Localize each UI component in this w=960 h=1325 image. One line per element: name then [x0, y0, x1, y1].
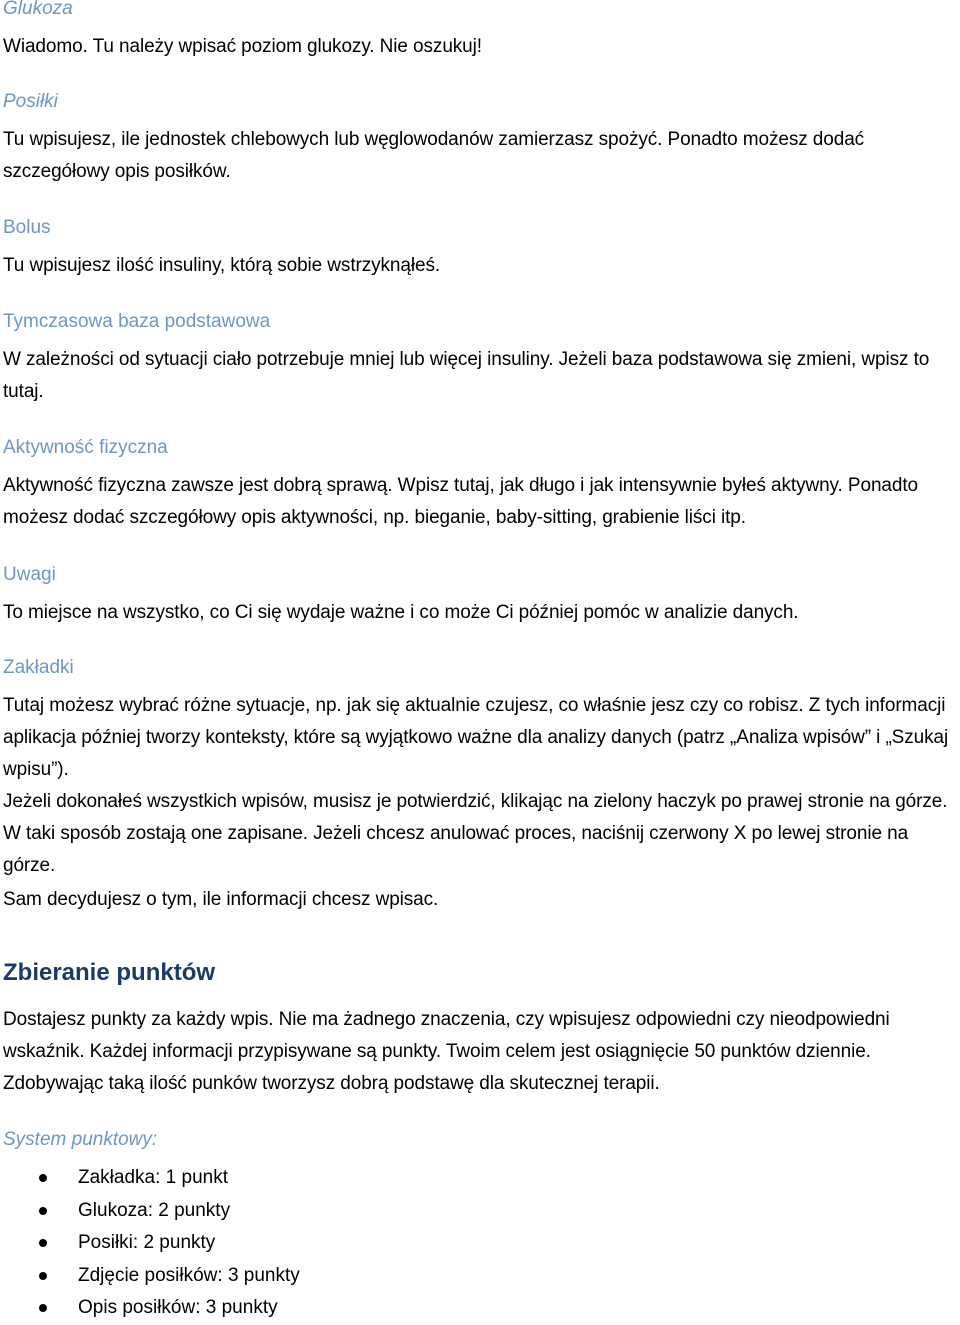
bullet-icon: [39, 1272, 47, 1280]
bullet-icon: [39, 1239, 47, 1247]
closing-paragraph-decide: Sam decydujesz o tym, ile informacji chcesz wpisac.: [3, 889, 439, 910]
section-text-bolus: Tu wpisujesz ilość insuliny, którą sobie wstrzyknąłeś.: [3, 255, 441, 276]
section-text-aktywnosc: Aktywność fizyczna zawsze jest dobrą sprawą. Wpisz tutaj, jak długo i jak intensywnie byłeś aktywny. Ponadto możesz dodać szczegółowy opis aktywności, np. bieganie, baby-sitting, grabienie liści itp.: [3, 475, 918, 528]
bullet-icon: [39, 1304, 47, 1312]
list-item-label: Posiłki: 2 punkty: [78, 1232, 216, 1253]
section-text-uwagi: To miejsce na wszystko, co Ci się wydaje ważne i co może Ci później pomóc w analizie danych.: [3, 602, 799, 623]
list-item: [3, 1195, 300, 1228]
list-item: [3, 1227, 300, 1260]
section-heading-posilki: Posiłki: [3, 91, 58, 112]
points-list: [3, 1162, 300, 1325]
section-text-tymczasowa-baza: W zależności od sytuacji ciało potrzebuje mniej lub więcej insuliny. Jeżeli baza podstawowa się zmieni, wpisz to tutaj.: [3, 349, 930, 402]
points-system-heading: System punktowy:: [3, 1129, 158, 1150]
page-heading-points: Zbieranie punktów: [3, 959, 216, 986]
list-item-label: Opis posiłków: 3 punkty: [78, 1297, 278, 1318]
section-text-zakladki: Tutaj możesz wybrać różne sytuacje, np. jak się aktualnie czujesz, co właśnie jesz czy co robisz. Z tych informacji aplikacja później tworzy konteksty, które są wyjątkowo ważne dla analizy danych (patrz „Analiza wpisów” i „Szukaj wpisu”).: [3, 695, 949, 780]
list-item: [3, 1162, 300, 1195]
section-heading-uwagi: Uwagi: [3, 564, 56, 585]
section-heading-bolus: Bolus: [3, 217, 51, 238]
section-heading-aktywnosc: Aktywność fizyczna: [3, 437, 168, 458]
section-heading-tymczasowa-baza: Tymczasowa baza podstawowa: [3, 311, 271, 332]
list-item-label: Glukoza: 2 punkty: [78, 1199, 231, 1221]
bullet-icon: [39, 1207, 47, 1215]
list-item: [3, 1292, 300, 1325]
list-item: [3, 1260, 300, 1293]
section-text-posilki: Tu wpisujesz, ile jednostek chlebowych lub węglowodanów zamierzasz spożyć. Ponadto możesz dodać szczegółowy opis posiłków.: [3, 129, 865, 182]
list-item-label: Zdjęcie posiłków: 3 punkty: [78, 1264, 300, 1286]
bullet-icon: [39, 1174, 47, 1182]
section-heading-glukoza: Glukoza: [3, 0, 73, 19]
closing-paragraph-confirm: Jeżeli dokonałeś wszystkich wpisów, musisz je potwierdzić, klikając na zielony haczyk po prawej stronie na górze. W taki sposób zostają one zapisane. Jeżeli chcesz anulować proces, naciśnij czerwony X po lewej stronie na górze.: [3, 791, 948, 876]
points-description: Dostajesz punkty za każdy wpis. Nie ma żadnego znaczenia, czy wpisujesz odpowiedni czy nieodpowiedni wskaźnik. Każdej informacji przypisywane są punkty. Twoim celem jest osiągnięcie 50 punktów dziennie. Zdobywając taką ilość punków tworzysz dobrą podstawę dla skutecznej terapii.: [3, 1009, 890, 1094]
section-text-glukoza: Wiadomo. Tu należy wpisać poziom glukozy. Nie oszukuj!: [3, 36, 482, 57]
list-item-label: Zakładka: 1 punkt: [78, 1167, 228, 1188]
section-heading-zakladki: Zakładki: [3, 657, 74, 678]
